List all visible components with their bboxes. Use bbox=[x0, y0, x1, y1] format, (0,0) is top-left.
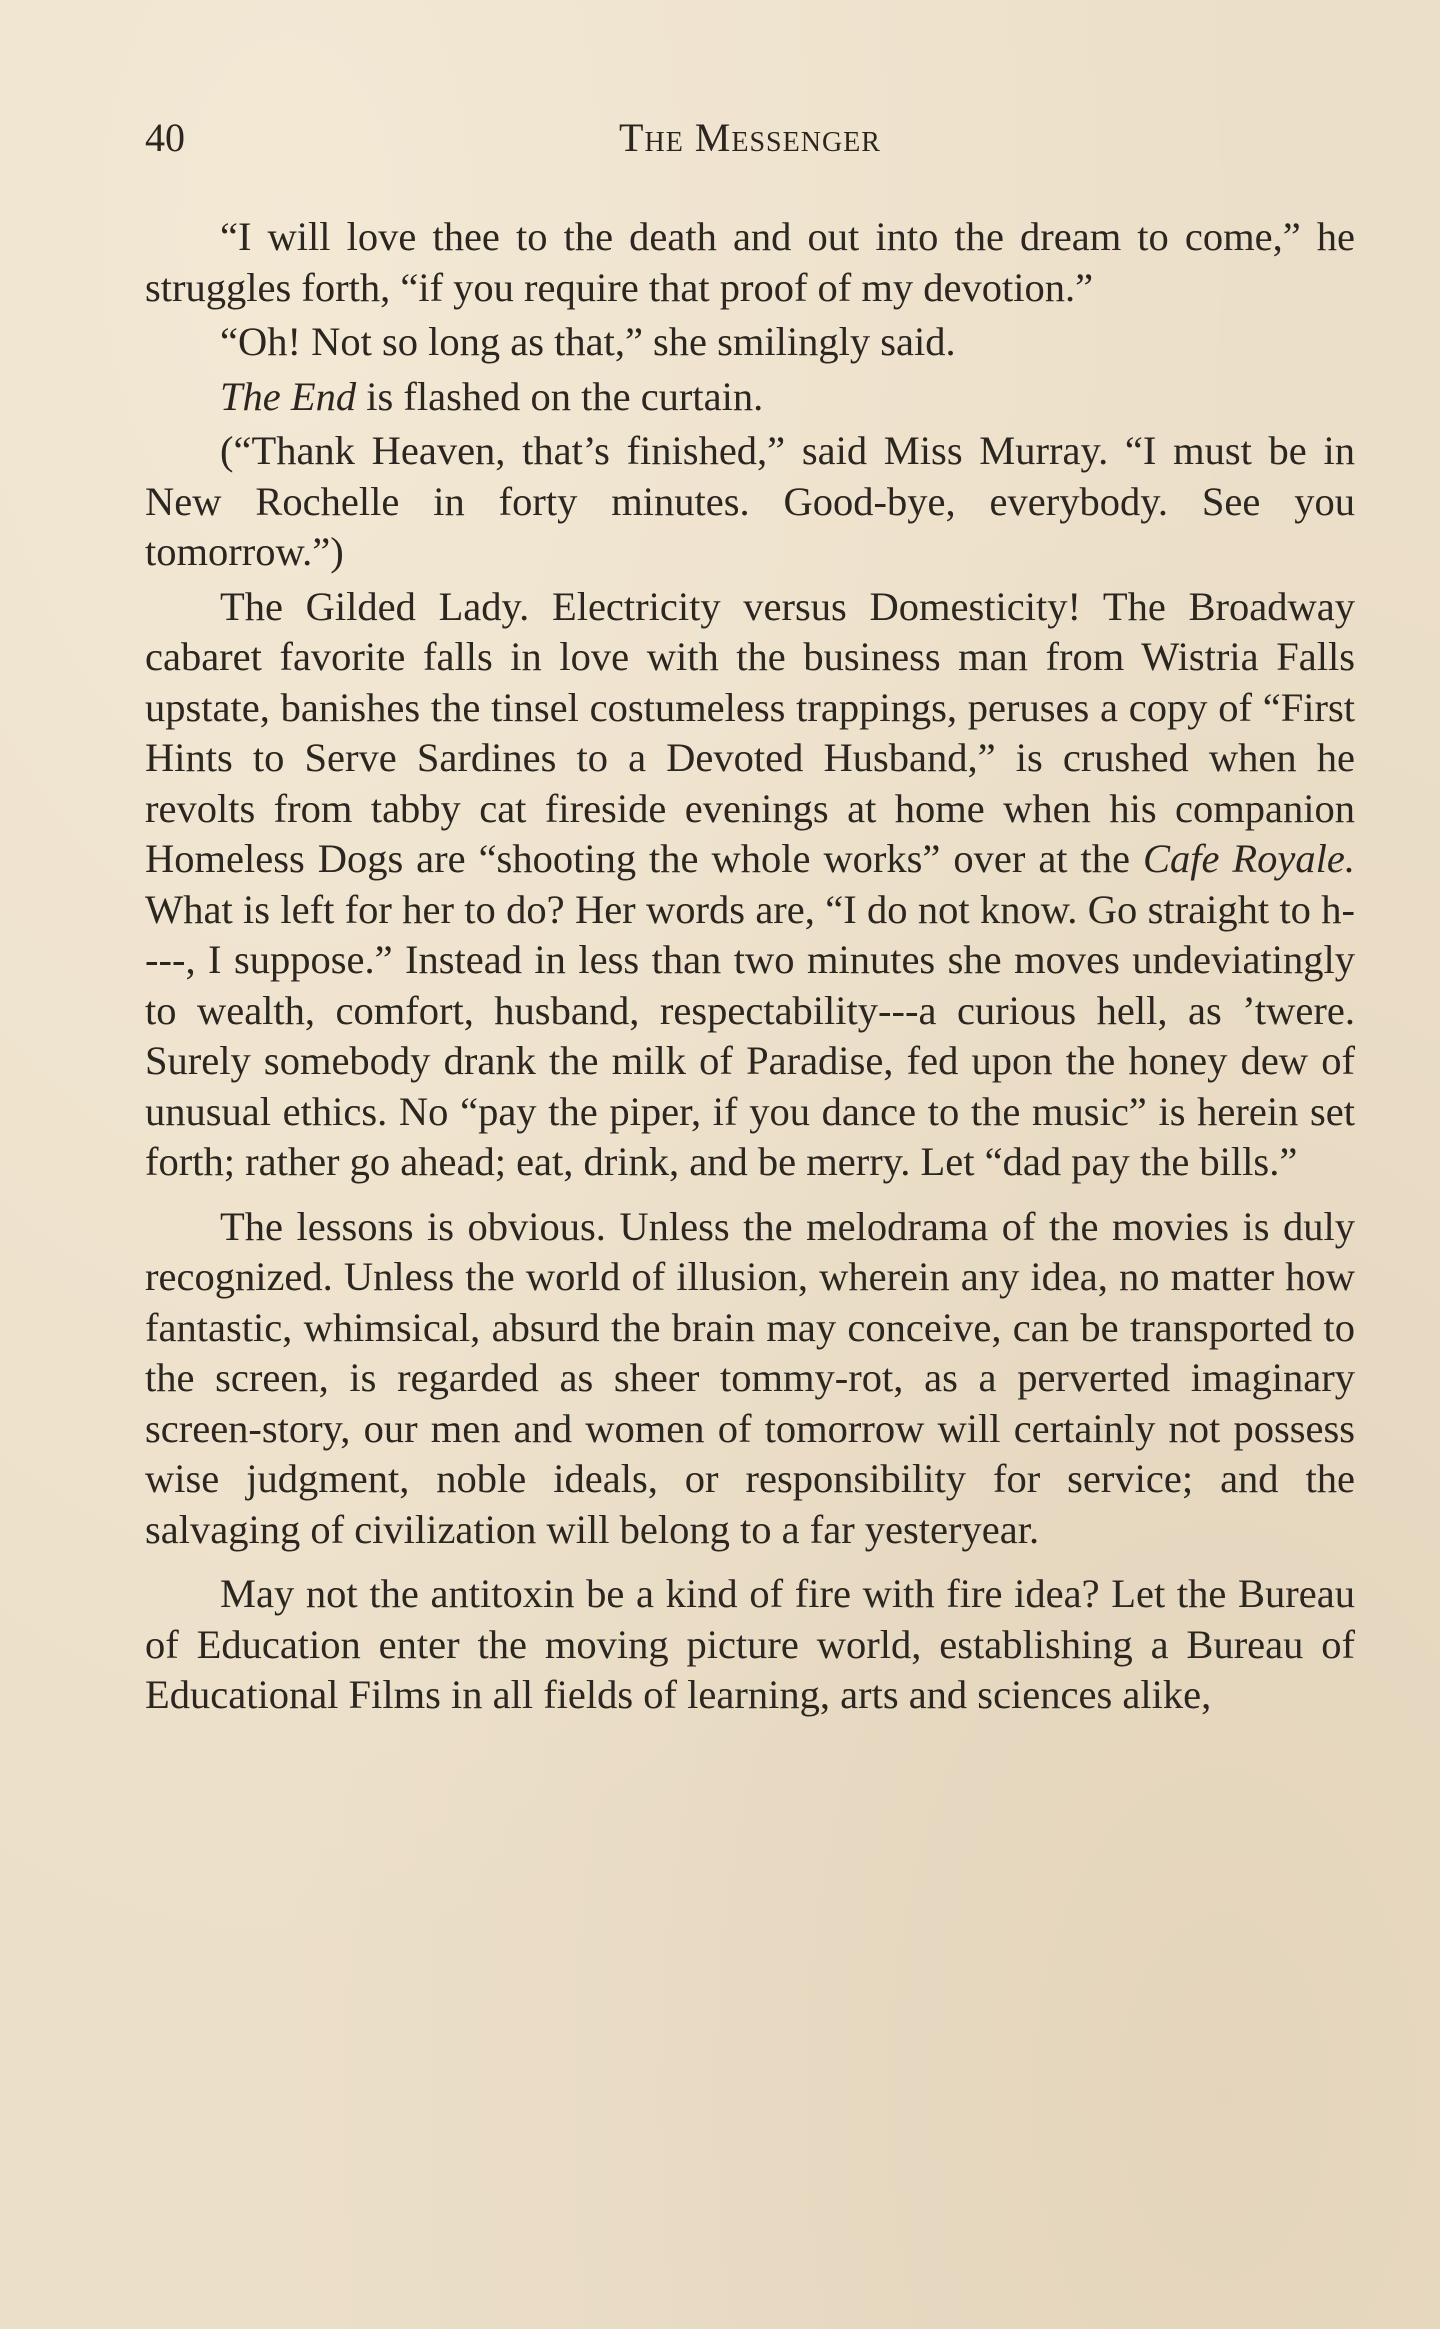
body-text bbox=[145, 212, 1355, 1721]
paragraph-7: May not the antitoxin be a kind of fire with fire idea? Let the Bureau of Education enter the moving picture world, establishing a Bureau of Educational Films in all fields of learning, arts and sciences alike, bbox=[145, 1571, 1355, 1717]
paragraph-3-text: is flashed on the curtain. bbox=[356, 373, 764, 419]
paragraph-2: “Oh! Not so long as that,” she smilingly said. bbox=[220, 319, 956, 364]
cafe-royale-italic: Cafe Royale. bbox=[1142, 836, 1355, 881]
paragraph-1: “I will love thee to the death and out into the dream to come,” he struggles forth, “if you require that proof of my devotion.” bbox=[145, 214, 1355, 310]
running-head bbox=[145, 108, 1355, 168]
paragraph-5-text-b: What is left for her to do? Her words are, “I do not know. Go straight to h----, I suppose.” Instead in less than two minutes she moves undeviatingly to wealth, comfort, husband, respectability---a curious hell, as ’twere. Surely somebody drank the milk of Paradise, fed upon the honey dew of unusual ethics. No “pay the piper, if you dance to the music” is herein set forth; rather go ahead; eat, drink, and be merry. Let “dad pay the bills.” bbox=[145, 886, 1355, 1184]
paragraph-6: The lessons is obvious. Unless the melodrama of the movies is duly recognized. Unless the world of illusion, wherein any idea, no matter how fantastic, whimsical, absurd the brain may conceive, can be transported to the screen, is regarded as sheer tommy-rot, as a perverted imaginary screen-story, our men and women of tomorrow will certainly not possess wise judgment, noble ideals, or responsibility for service; and the salvaging of civilization will belong to a far yesteryear. bbox=[145, 1203, 1355, 1552]
paragraph-5 bbox=[145, 582, 1355, 1188]
page-number: 40 bbox=[145, 115, 185, 160]
paragraph-3 bbox=[145, 372, 1355, 423]
the-end-italic: The End bbox=[220, 373, 357, 419]
paragraph-5-text-a: The Gilded Lady. Electricity versus Domesticity! The Broadway cabaret favorite falls in love with the business man from Wistria Falls upstate, banishes the tinsel costumeless trappings, peruses a copy of “First Hints to Serve Sardines to a Devoted Husband,” is crushed when he revolts from tabby cat fireside evenings at home when his companion Homeless Dogs are “shooting the whole works” over at the bbox=[145, 583, 1355, 881]
journal-title: The Messenger bbox=[619, 115, 881, 160]
paragraph-4: (“Thank Heaven, that’s finished,” said Miss Murray. “I must be in New Rochelle in forty minutes. Good-bye, everybody. See you tomorrow.”) bbox=[145, 428, 1355, 574]
